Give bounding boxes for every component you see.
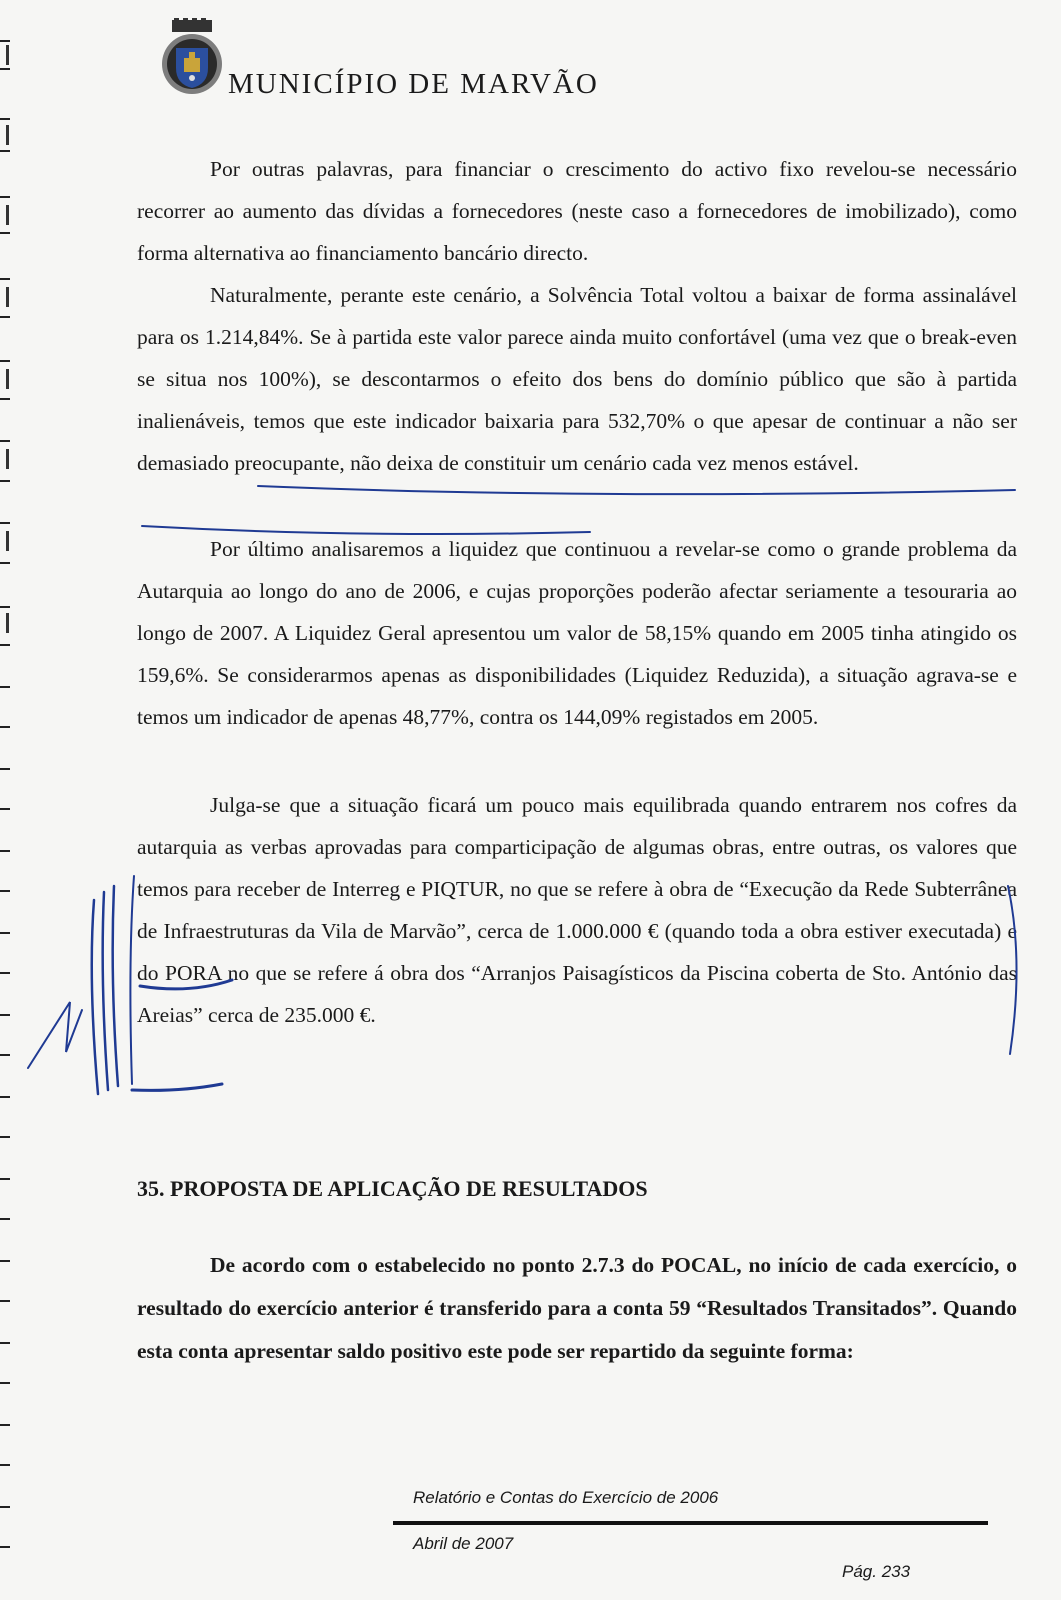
body-paragraph-3	[137, 528, 1017, 738]
paragraph-text: Naturalmente, perante este cenário, a Solvência Total voltou a baixar de forma assinalável para os 1.214,84%. Se à partida este valor parece ainda muito confortável (uma vez que o break-even se situa nos 100%), se descontarmos o efeito dos bens do domínio público que são à partida inalienáveis, temos que este indicador baixaria para 532,70% o que apesar de continuar a não ser demasiado preocupante, não deixa de constituir um cenário cada vez menos estável.	[137, 283, 1017, 475]
section-paragraph	[137, 1244, 1017, 1373]
margin-line-3	[113, 886, 118, 1086]
underline-stroke-1	[258, 486, 1015, 494]
margin-line-1	[92, 900, 98, 1094]
body-paragraph-1	[137, 148, 1017, 274]
municipal-coat-of-arms-icon	[160, 18, 224, 96]
footer-report-title: Relatório e Contas do Exercício de 2006	[413, 1488, 719, 1507]
municipality-name: MUNICÍPIO DE MARVÃO	[228, 68, 599, 100]
amount-underline-2	[132, 1084, 222, 1090]
letterhead	[160, 14, 660, 104]
footer-date: Abril de 2007	[413, 1534, 514, 1553]
body-paragraph-2	[137, 274, 1017, 484]
page-number: Pág. 233	[842, 1562, 911, 1581]
margin-mark	[28, 1002, 82, 1068]
footer-rule	[393, 1521, 988, 1525]
paragraph-text: Por outras palavras, para financiar o crescimento do activo fixo revelou-se necessário recorrer ao aumento das dívidas a fornecedores (neste caso a fornecedores de imobilizado), como forma alternativa ao financiamento bancário directo.	[137, 157, 1017, 265]
body-paragraph-4	[137, 784, 1017, 1036]
margin-bracket-left	[130, 876, 134, 1084]
section-heading: 35. PROPOSTA DE APLICAÇÃO DE RESULTADOS	[137, 1176, 648, 1201]
paragraph-text: De acordo com o estabelecido no ponto 2.7.3 do POCAL, no início de cada exercício, o resultado do exercício anterior é transferido para a conta 59 “Resultados Transitados”. Quando esta conta apresentar saldo positivo este pode ser repartido da seguinte forma:	[137, 1253, 1017, 1363]
margin-line-2	[103, 892, 108, 1090]
paragraph-text: Julga-se que a situação ficará um pouco mais equilibrada quando entrarem nos cofres da autarquia as verbas aprovadas para comparticipação de algumas obras, entre outras, os valores que temos para receber de Interreg e PIQTUR, no que se refere à obra de “Execução da Rede Subterrânea de Infraestruturas da Vila de Marvão”, cerca de 1.000.000 € (quando toda a obra estiver executada) e do PORA no que se refere á obra dos “Arranjos Paisagísticos da Piscina coberta de Sto. António das Areias” cerca de 235.000 €.	[137, 793, 1017, 1027]
paragraph-text: Por último analisaremos a liquidez que continuou a revelar-se como o grande problema da Autarquia ao longo do ano de 2006, e cujas proporções poderão afectar seriamente a tesouraria ao longo de 2007. A Liquidez Geral apresentou um valor de 58,15% quando em 2005 tinha atingido os 159,6%. Se considerarmos apenas as disponibilidades (Liquidez Reduzida), a situação agrava-se e temos um indicador de apenas 48,77%, contra os 144,09% registados em 2005.	[137, 537, 1017, 729]
